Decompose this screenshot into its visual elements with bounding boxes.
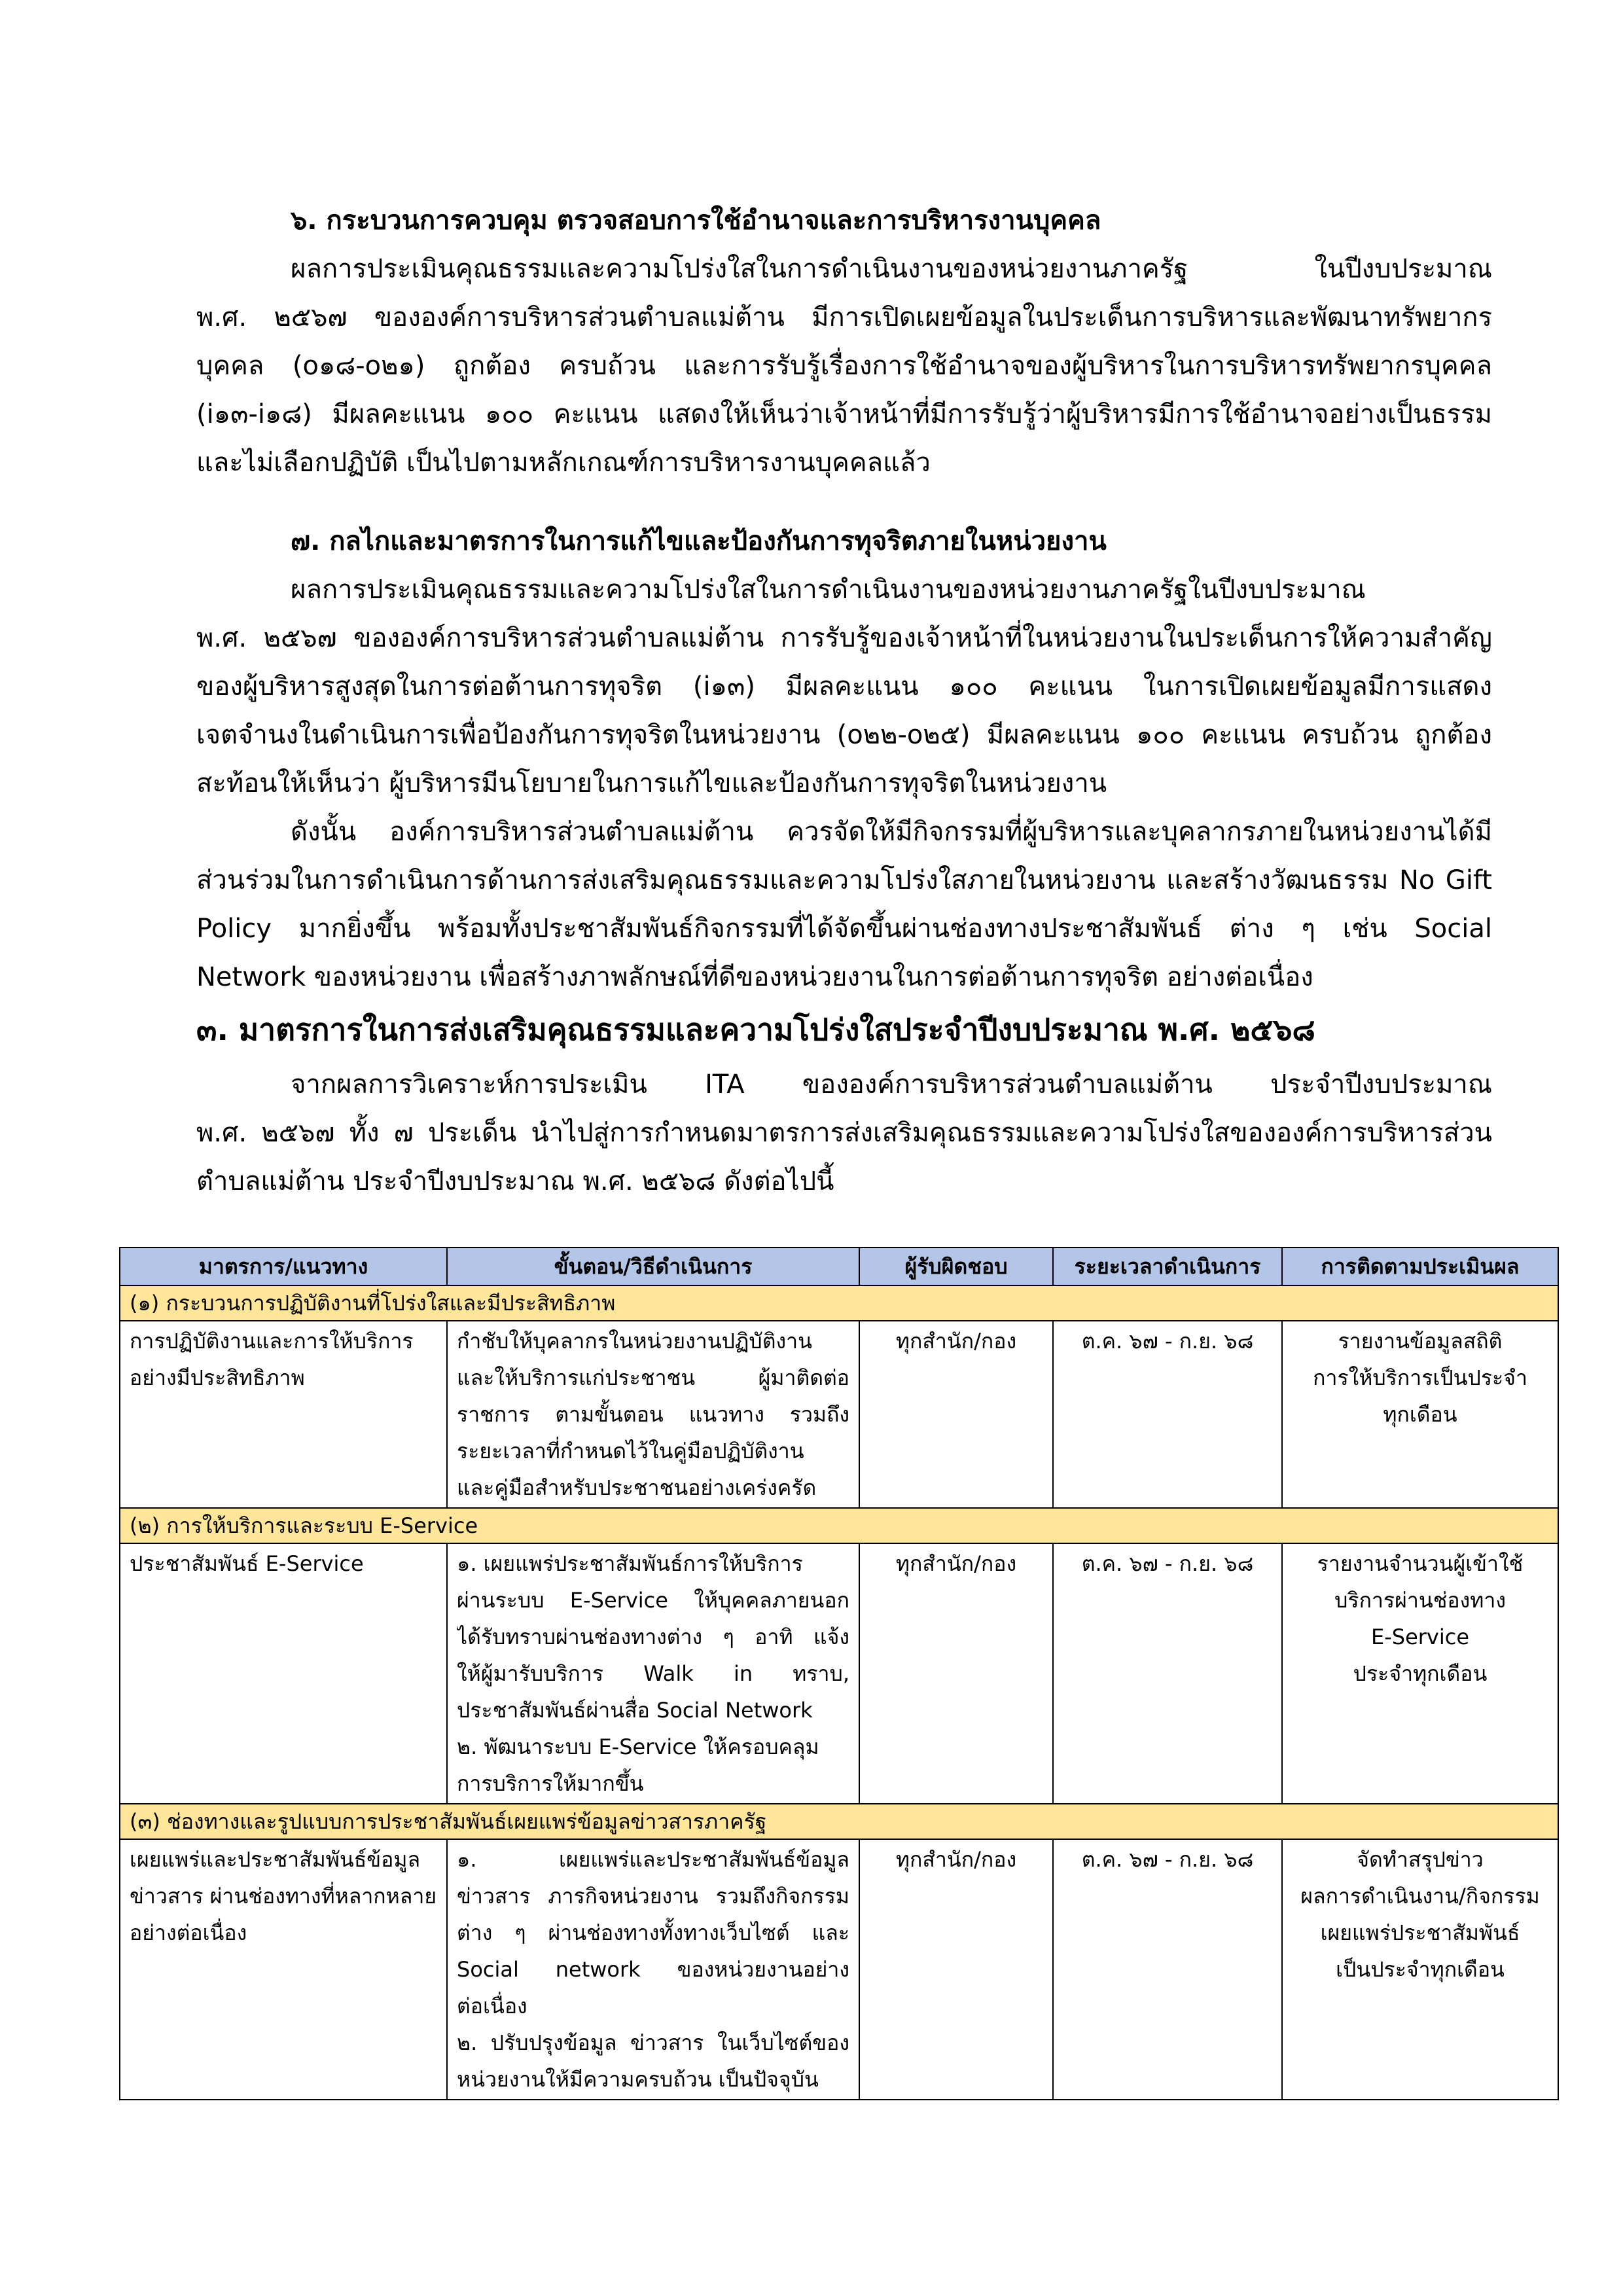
steps-text: ๑. เผยแพร่และประชาสัมพันธ์ข้อมูล: [457, 1847, 849, 1872]
section-6-paragraph-line: ผลการประเมินคุณธรรมและความโปร่งใสในการดำเนินงานของหน่วยงานภาครัฐ ในปีงบประมาณ: [291, 254, 1492, 284]
column-header-period: ระยะเวลาดำเนินการ: [1053, 1247, 1282, 1285]
section-7-conclusion-line: ดังนั้น องค์การบริหารส่วนตำบลแม่ต้าน ควรจัดให้มีกิจกรรมที่ผู้บริหารและบุคลากรภายในหน่วยงานได้มี: [291, 817, 1492, 847]
section-7-conclusion-line: Policy มากยิ่งขึ้น พร้อมทั้งประชาสัมพันธ์กิจกรรมที่ได้จัดขึ้นผ่านช่องทางประชาสัมพันธ์ ต่าง ๆ เช่น Social: [196, 914, 1492, 944]
monitoring-text: รายงานข้อมูลสถิติ: [1338, 1329, 1503, 1354]
steps-cell: [447, 1543, 859, 1804]
table-header-row: [120, 1247, 1558, 1285]
section-6-paragraph-line: (i๑๓-i๑๘) มีผลคะแนน ๑๐๐ คะแนน แสดงให้เห็นว่าเจ้าหน้าที่มีการรับรู้ว่าผู้บริหารมีการใช้อำนาจอย่างเป็นธรรม: [196, 399, 1492, 429]
measure-text: การปฏิบัติงานและการให้บริการ: [130, 1329, 414, 1354]
steps-text: ราชการ ตามขั้นตอน แนวทาง รวมถึง: [457, 1402, 849, 1427]
monitoring-text: ผลการดำเนินงาน/กิจกรรม: [1300, 1884, 1540, 1909]
steps-text: การบริการให้มากขึ้น: [457, 1771, 644, 1796]
section-7-paragraph-line: ผลการประเมินคุณธรรมและความโปร่งใสในการดำเนินงานของหน่วยงานภาครัฐในปีงบประมาณ: [291, 575, 1366, 605]
measures-table: [119, 1247, 1559, 2100]
group-title: (๓) ช่องทางและรูปแบบการประชาสัมพันธ์เผยแพร่ข้อมูลข่าวสารภาครัฐ: [120, 1804, 1558, 1839]
steps-text: Social network ของหน่วยงานอย่าง: [457, 1957, 849, 1982]
period-cell: ต.ค. ๖๗ - ก.ย. ๖๘: [1053, 1321, 1282, 1508]
steps-cell: [447, 1839, 859, 2100]
measure-text: ประชาสัมพันธ์ E-Service: [130, 1551, 364, 1576]
monitoring-text: E-Service: [1370, 1624, 1470, 1649]
steps-text: ระยะเวลาที่กำหนดไว้ในคู่มือปฏิบัติงาน: [457, 1439, 804, 1463]
section-7-paragraph-line: ของผู้บริหารสูงสุดในการต่อต้านการทุจริต (i๑๓) มีผลคะแนน ๑๐๐ คะแนน ในการเปิดเผยข้อมูลมีการแสดง: [196, 672, 1492, 702]
monitoring-text: บริการผ่านช่องทาง: [1334, 1588, 1506, 1613]
measure-text: ข่าวสาร ผ่านช่องทางที่หลากหลาย: [130, 1884, 437, 1909]
section-6-heading: ๖. กระบวนการควบคุม ตรวจสอบการใช้อำนาจและการบริหารงานบุคคล: [291, 206, 1101, 236]
column-header-measure: มาตรการ/แนวทาง: [120, 1247, 447, 1285]
steps-text: ต่อเนื่อง: [457, 1994, 527, 2018]
steps-text: ได้รับทราบผ่านช่องทางต่าง ๆ อาทิ แจ้ง: [457, 1624, 849, 1649]
section-6-paragraph-line: และไม่เลือกปฏิบัติ เป็นไปตามหลักเกณฑ์การบริหารงานบุคคลแล้ว: [196, 448, 931, 478]
steps-text: กำชับให้บุคลากรในหน่วยงานปฏิบัติงาน: [457, 1329, 812, 1354]
group-row: [120, 1804, 1558, 1839]
responsible-cell: ทุกสำนัก/กอง: [859, 1839, 1053, 2100]
monitoring-text: จัดทำสรุปข่าว: [1357, 1847, 1484, 1872]
column-header-responsible: ผู้รับผิดชอบ: [859, 1247, 1053, 1285]
group-title: (๒) การให้บริการและระบบ E-Service: [120, 1508, 1558, 1543]
monitoring-text: เป็นประจำทุกเดือน: [1336, 1957, 1505, 1982]
measure-cell: [120, 1543, 447, 1804]
measure-text: เผยแพร่และประชาสัมพันธ์ข้อมูล: [130, 1847, 421, 1872]
column-header-steps: ขั้นตอน/วิธีดำเนินการ: [447, 1247, 859, 1285]
monitoring-text: เผยแพร่ประชาสัมพันธ์: [1320, 1920, 1520, 1945]
measure-cell: [120, 1321, 447, 1508]
section-7-paragraph-line: เจตจำนงในดำเนินการเพื่อป้องกันการทุจริตในหน่วยงาน (o๒๒-o๒๕) มีผลคะแนน ๑๐๐ คะแนน ครบถ้วน ถูกต้อง: [196, 720, 1492, 750]
steps-text: ผ่านระบบ E-Service ให้บุคคลภายนอก: [457, 1588, 849, 1613]
section-7-heading: ๗. กลไกและมาตรการในการแก้ไขและป้องกันการทุจริตภายในหน่วยงาน: [291, 526, 1107, 556]
section-3-paragraph-line: จากผลการวิเคราะห์การประเมิน ITA ขององค์การบริหารส่วนตำบลแม่ต้าน ประจำปีงบประมาณ: [291, 1069, 1492, 1100]
steps-text: ๒. ปรับปรุงข้อมูล ข่าวสาร ในเว็บไซต์ของ: [457, 2030, 849, 2055]
monitoring-text: รายงานจำนวนผู้เข้าใช้: [1317, 1551, 1524, 1576]
section-6-paragraph-line: พ.ศ. ๒๕๖๗ ขององค์การบริหารส่วนตำบลแม่ต้าน มีการเปิดเผยข้อมูลในประเด็นการบริหารและพัฒนาทรัพยากร: [196, 302, 1492, 332]
table-row: [120, 1321, 1558, 1508]
table-row: [120, 1839, 1558, 2100]
responsible-cell: ทุกสำนัก/กอง: [859, 1543, 1053, 1804]
section-3-heading: ๓. มาตรการในการส่งเสริมคุณธรรมและความโปร่งใสประจำปีงบประมาณ พ.ศ. ๒๕๖๘: [196, 1012, 1315, 1047]
steps-text: ๑. เผยแพร่ประชาสัมพันธ์การให้บริการ: [457, 1551, 803, 1576]
monitoring-cell: [1282, 1839, 1558, 2100]
section-7-paragraph-line: พ.ศ. ๒๕๖๗ ขององค์การบริหารส่วนตำบลแม่ต้าน การรับรู้ของเจ้าหน้าที่ในหน่วยงานในประเด็นการให้ความสำคัญ: [196, 623, 1492, 653]
monitoring-text: ทุกเดือน: [1383, 1402, 1457, 1427]
section-7-paragraph-line: สะท้อนให้เห็นว่า ผู้บริหารมีนโยบายในการแก้ไขและป้องกันการทุจริตในหน่วยงาน: [196, 768, 1107, 798]
measure-text: อย่างมีประสิทธิภาพ: [130, 1365, 305, 1390]
steps-text: ให้ผู้มารับบริการ Walk in ทราบ,: [457, 1661, 849, 1686]
steps-text: ๒. พัฒนาระบบ E-Service ให้ครอบคลุม: [457, 1734, 819, 1759]
column-header-monitoring: การติดตามประเมินผล: [1282, 1247, 1558, 1285]
steps-text: หน่วยงานให้มีความครบถ้วน เป็นปัจจุบัน: [457, 2067, 819, 2092]
table-row: [120, 1543, 1558, 1804]
section-6-paragraph-line: บุคคล (o๑๘-o๒๑) ถูกต้อง ครบถ้วน และการรับรู้เรื่องการใช้อำนาจของผู้บริหารในการบริหารทรัพยากรบุคคล: [196, 351, 1492, 381]
steps-cell: [447, 1321, 859, 1508]
steps-text: และให้บริการแก่ประชาชน ผู้มาติดต่อ: [457, 1365, 849, 1390]
group-title: (๑) กระบวนการปฏิบัติงานที่โปร่งใสและมีประสิทธิภาพ: [120, 1285, 1558, 1321]
steps-text: และคู่มือสำหรับประชาชนอย่างเคร่งครัด: [457, 1475, 817, 1500]
measure-text: อย่างต่อเนื่อง: [130, 1920, 247, 1945]
monitoring-cell: [1282, 1321, 1558, 1508]
section-3-paragraph-line: พ.ศ. ๒๕๖๗ ทั้ง ๗ ประเด็น นำไปสู่การกำหนดมาตรการส่งเสริมคุณธรรมและความโปร่งใสขององค์การบริหารส่วน: [196, 1118, 1492, 1148]
group-row: [120, 1508, 1558, 1543]
monitoring-text: การให้บริการเป็นประจำ: [1313, 1365, 1527, 1390]
section-7-conclusion-line: Network ของหน่วยงาน เพื่อสร้างภาพลักษณ์ที่ดีของหน่วยงานในการต่อต้านการทุจริต อย่างต่อเนื่อง: [196, 962, 1313, 992]
monitoring-cell: [1282, 1543, 1558, 1804]
period-cell: ต.ค. ๖๗ - ก.ย. ๖๘: [1053, 1543, 1282, 1804]
section-7-conclusion-line: ส่วนร่วมในการดำเนินการด้านการส่งเสริมคุณธรรมและความโปร่งใสภายในหน่วยงาน และสร้างวัฒนธรรม No Gift: [196, 865, 1492, 895]
period-cell: ต.ค. ๖๗ - ก.ย. ๖๘: [1053, 1839, 1282, 2100]
group-row: [120, 1285, 1558, 1321]
measure-cell: [120, 1839, 447, 2100]
section-3-paragraph-line: ตำบลแม่ต้าน ประจำปีงบประมาณ พ.ศ. ๒๕๖๘ ดังต่อไปนี้: [196, 1166, 834, 1196]
steps-text: ต่าง ๆ ผ่านช่องทางทั้งทางเว็บไซต์ และ: [457, 1920, 849, 1945]
steps-text: ข่าวสาร ภารกิจหน่วยงาน รวมถึงกิจกรรม: [457, 1884, 849, 1909]
monitoring-text: ประจำทุกเดือน: [1353, 1661, 1488, 1686]
responsible-cell: ทุกสำนัก/กอง: [859, 1321, 1053, 1508]
steps-text: ประชาสัมพันธ์ผ่านสื่อ Social Network: [457, 1698, 813, 1723]
